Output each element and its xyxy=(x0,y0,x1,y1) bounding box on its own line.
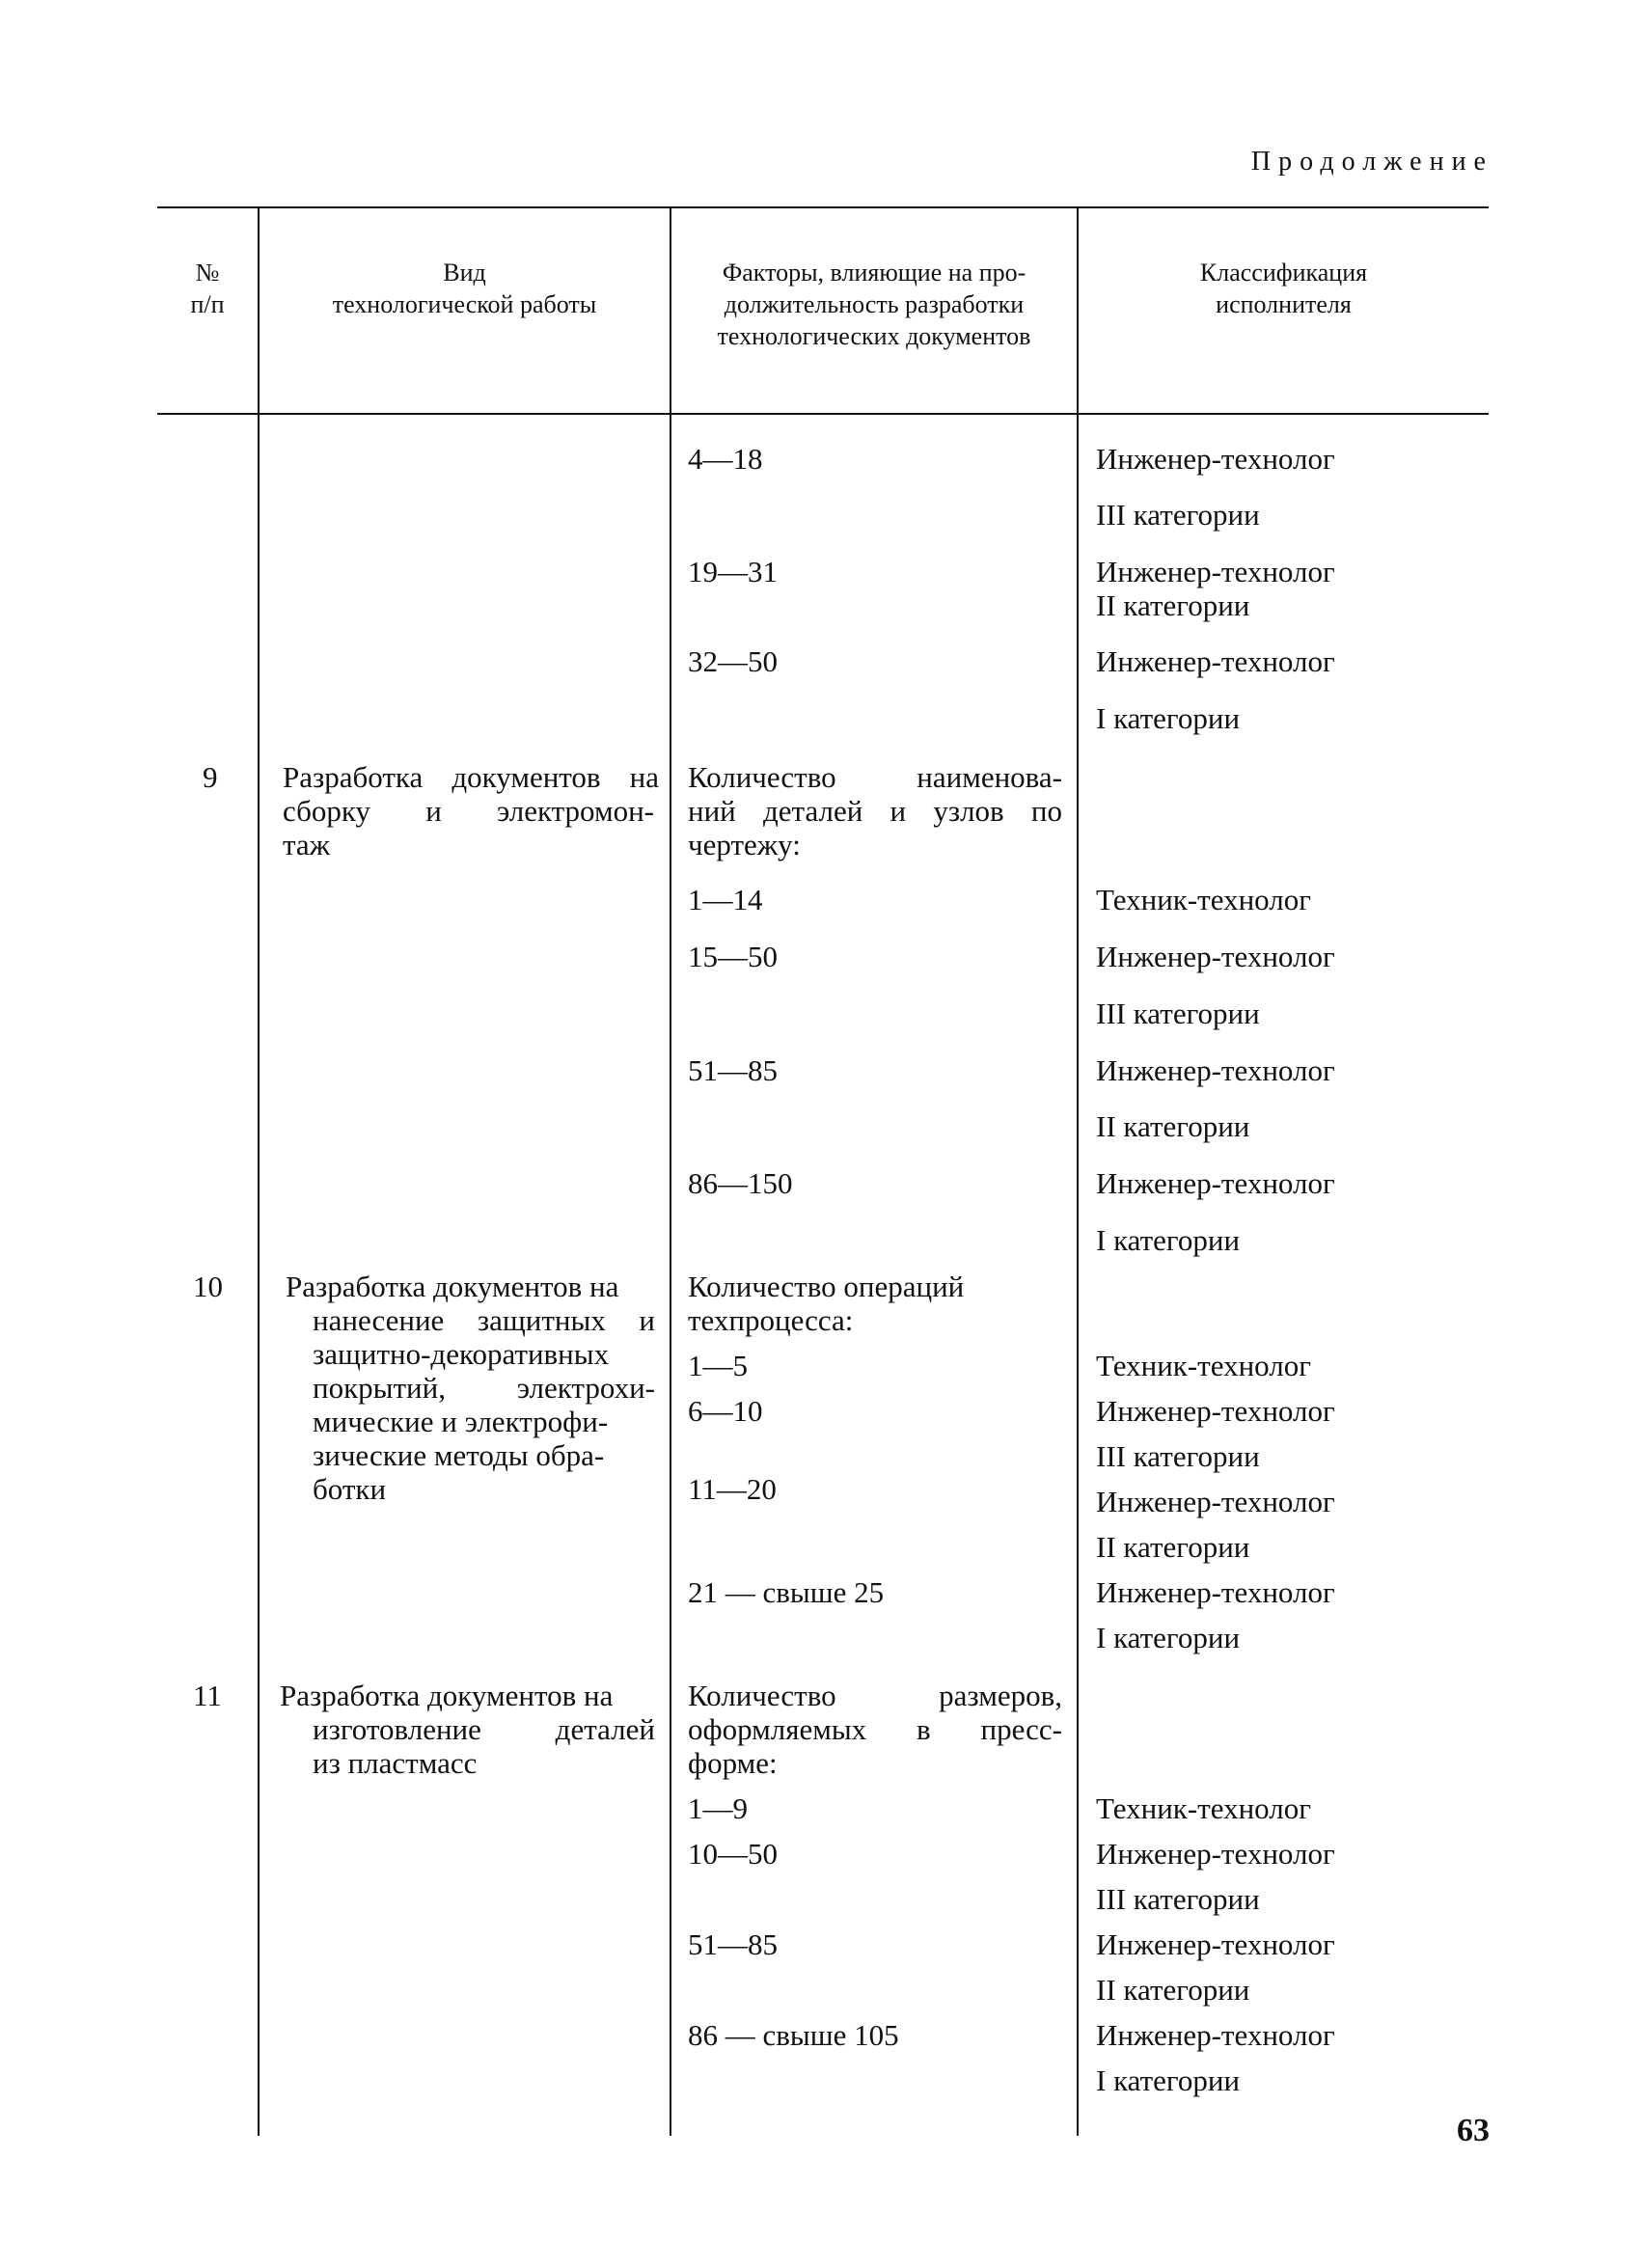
row-number: 9 xyxy=(203,760,218,794)
header-bottom-rule xyxy=(157,413,1489,415)
table-top-rule xyxy=(157,206,1489,208)
classification-text: I категории xyxy=(1096,2063,1241,2097)
factor-range: 86 — свыше 105 xyxy=(688,2018,899,2052)
header-work-kind: Вид технологической работы xyxy=(332,259,597,318)
work-kind-line: Разработка документов на xyxy=(283,760,659,794)
classification-text: II категории xyxy=(1096,1973,1250,2007)
work-kind-line: защитно-декоративных xyxy=(313,1337,610,1371)
column-divider-3 xyxy=(1077,206,1079,2136)
header-classification: Классификация исполнителя xyxy=(1199,259,1368,318)
work-kind-line: сборку и электромон- xyxy=(283,794,654,828)
factor-head-line: Количество размеров, xyxy=(688,1679,1062,1712)
continuation-caption: Продолжение xyxy=(1250,147,1493,177)
classification-text: Инженер-технолог xyxy=(1096,1053,1335,1087)
classification-text: Инженер-технолог xyxy=(1096,442,1335,476)
factor-range: 32—50 xyxy=(688,644,778,678)
factor-range: 15—50 xyxy=(688,940,778,973)
work-kind-line: из пластмасс xyxy=(313,1746,478,1780)
work-kind-line: Разработка документов на xyxy=(286,1270,619,1303)
classification-text: II категории xyxy=(1096,1109,1250,1143)
work-kind-line: изготовление деталей xyxy=(313,1712,655,1746)
classification-text: I категории xyxy=(1096,1223,1241,1257)
work-kind-line: нанесение защитных и xyxy=(313,1303,655,1337)
factor-range: 10—50 xyxy=(688,1837,778,1871)
page-number: 63 xyxy=(1457,2113,1490,2148)
classification-text: Инженер-технолог xyxy=(1096,1485,1335,1518)
work-kind-line: покрытий, электрохи- xyxy=(313,1371,655,1405)
factor-range: 51—85 xyxy=(688,1927,778,1961)
work-kind-line: таж xyxy=(283,828,331,861)
classification-text: Инженер-технолог xyxy=(1096,1927,1335,1961)
classification-text: Инженер-технолог xyxy=(1096,1575,1335,1609)
work-kind-line: ботки xyxy=(313,1472,387,1506)
classification-text: Техник-технолог xyxy=(1096,1349,1311,1382)
factor-head-line: чертежу: xyxy=(688,828,801,861)
header-number: № п/п xyxy=(190,259,225,318)
work-kind-line: зические методы обра- xyxy=(313,1438,605,1472)
row-number: 10 xyxy=(193,1270,223,1303)
classification-text: Инженер-технолог xyxy=(1096,2018,1335,2052)
factor-head-line: ний деталей и узлов по xyxy=(688,794,1062,828)
factor-head-line: Количество операций xyxy=(688,1270,965,1303)
classification-text: Техник-технолог xyxy=(1096,1791,1311,1825)
factor-range: 1—5 xyxy=(688,1349,748,1382)
classification-text: Инженер-технолог xyxy=(1096,1837,1335,1871)
work-kind-line: Разработка документов на xyxy=(280,1679,614,1712)
factor-range: 21 — свыше 25 xyxy=(688,1575,885,1609)
classification-text: III категории xyxy=(1096,1439,1260,1473)
factor-range: 51—85 xyxy=(688,1053,778,1087)
factor-range: 11—20 xyxy=(688,1472,777,1506)
factor-head-line: техпроцесса: xyxy=(688,1303,854,1337)
classification-text: Инженер-технолог xyxy=(1096,644,1335,678)
classification-text: II категории xyxy=(1096,1530,1250,1564)
classification-text: III категории xyxy=(1096,498,1260,532)
factor-head-line: оформляемых в пресс- xyxy=(688,1712,1062,1746)
factor-head-line: форме: xyxy=(688,1746,778,1780)
factor-head-line: Количество наименова- xyxy=(688,760,1062,794)
factor-range: 86—150 xyxy=(688,1166,793,1200)
classification-text: I категории xyxy=(1096,701,1241,735)
row-number: 11 xyxy=(193,1679,222,1712)
header-factors: Факторы, влияющие на про- должительность разработки технологических документов xyxy=(717,259,1031,350)
column-divider-1 xyxy=(258,206,260,2136)
classification-text: Техник-технолог xyxy=(1096,883,1311,916)
factor-range: 19—31 xyxy=(688,555,778,588)
column-divider-2 xyxy=(670,206,671,2136)
classification-text: Инженер-технолог xyxy=(1096,1394,1335,1428)
factor-range: 6—10 xyxy=(688,1394,763,1428)
work-kind-line: мические и электрофи- xyxy=(313,1405,609,1438)
factor-range: 1—9 xyxy=(688,1791,748,1825)
classification-text: Инженер-технолог xyxy=(1096,555,1335,588)
factor-range: 4—18 xyxy=(688,442,763,476)
classification-text: II категории xyxy=(1096,588,1250,622)
classification-text: III категории xyxy=(1096,1882,1260,1916)
classification-text: I категории xyxy=(1096,1621,1241,1654)
classification-text: Инженер-технолог xyxy=(1096,940,1335,973)
factor-range: 1—14 xyxy=(688,883,763,916)
classification-text: Инженер-технолог xyxy=(1096,1166,1335,1200)
classification-text: III категории xyxy=(1096,997,1260,1030)
